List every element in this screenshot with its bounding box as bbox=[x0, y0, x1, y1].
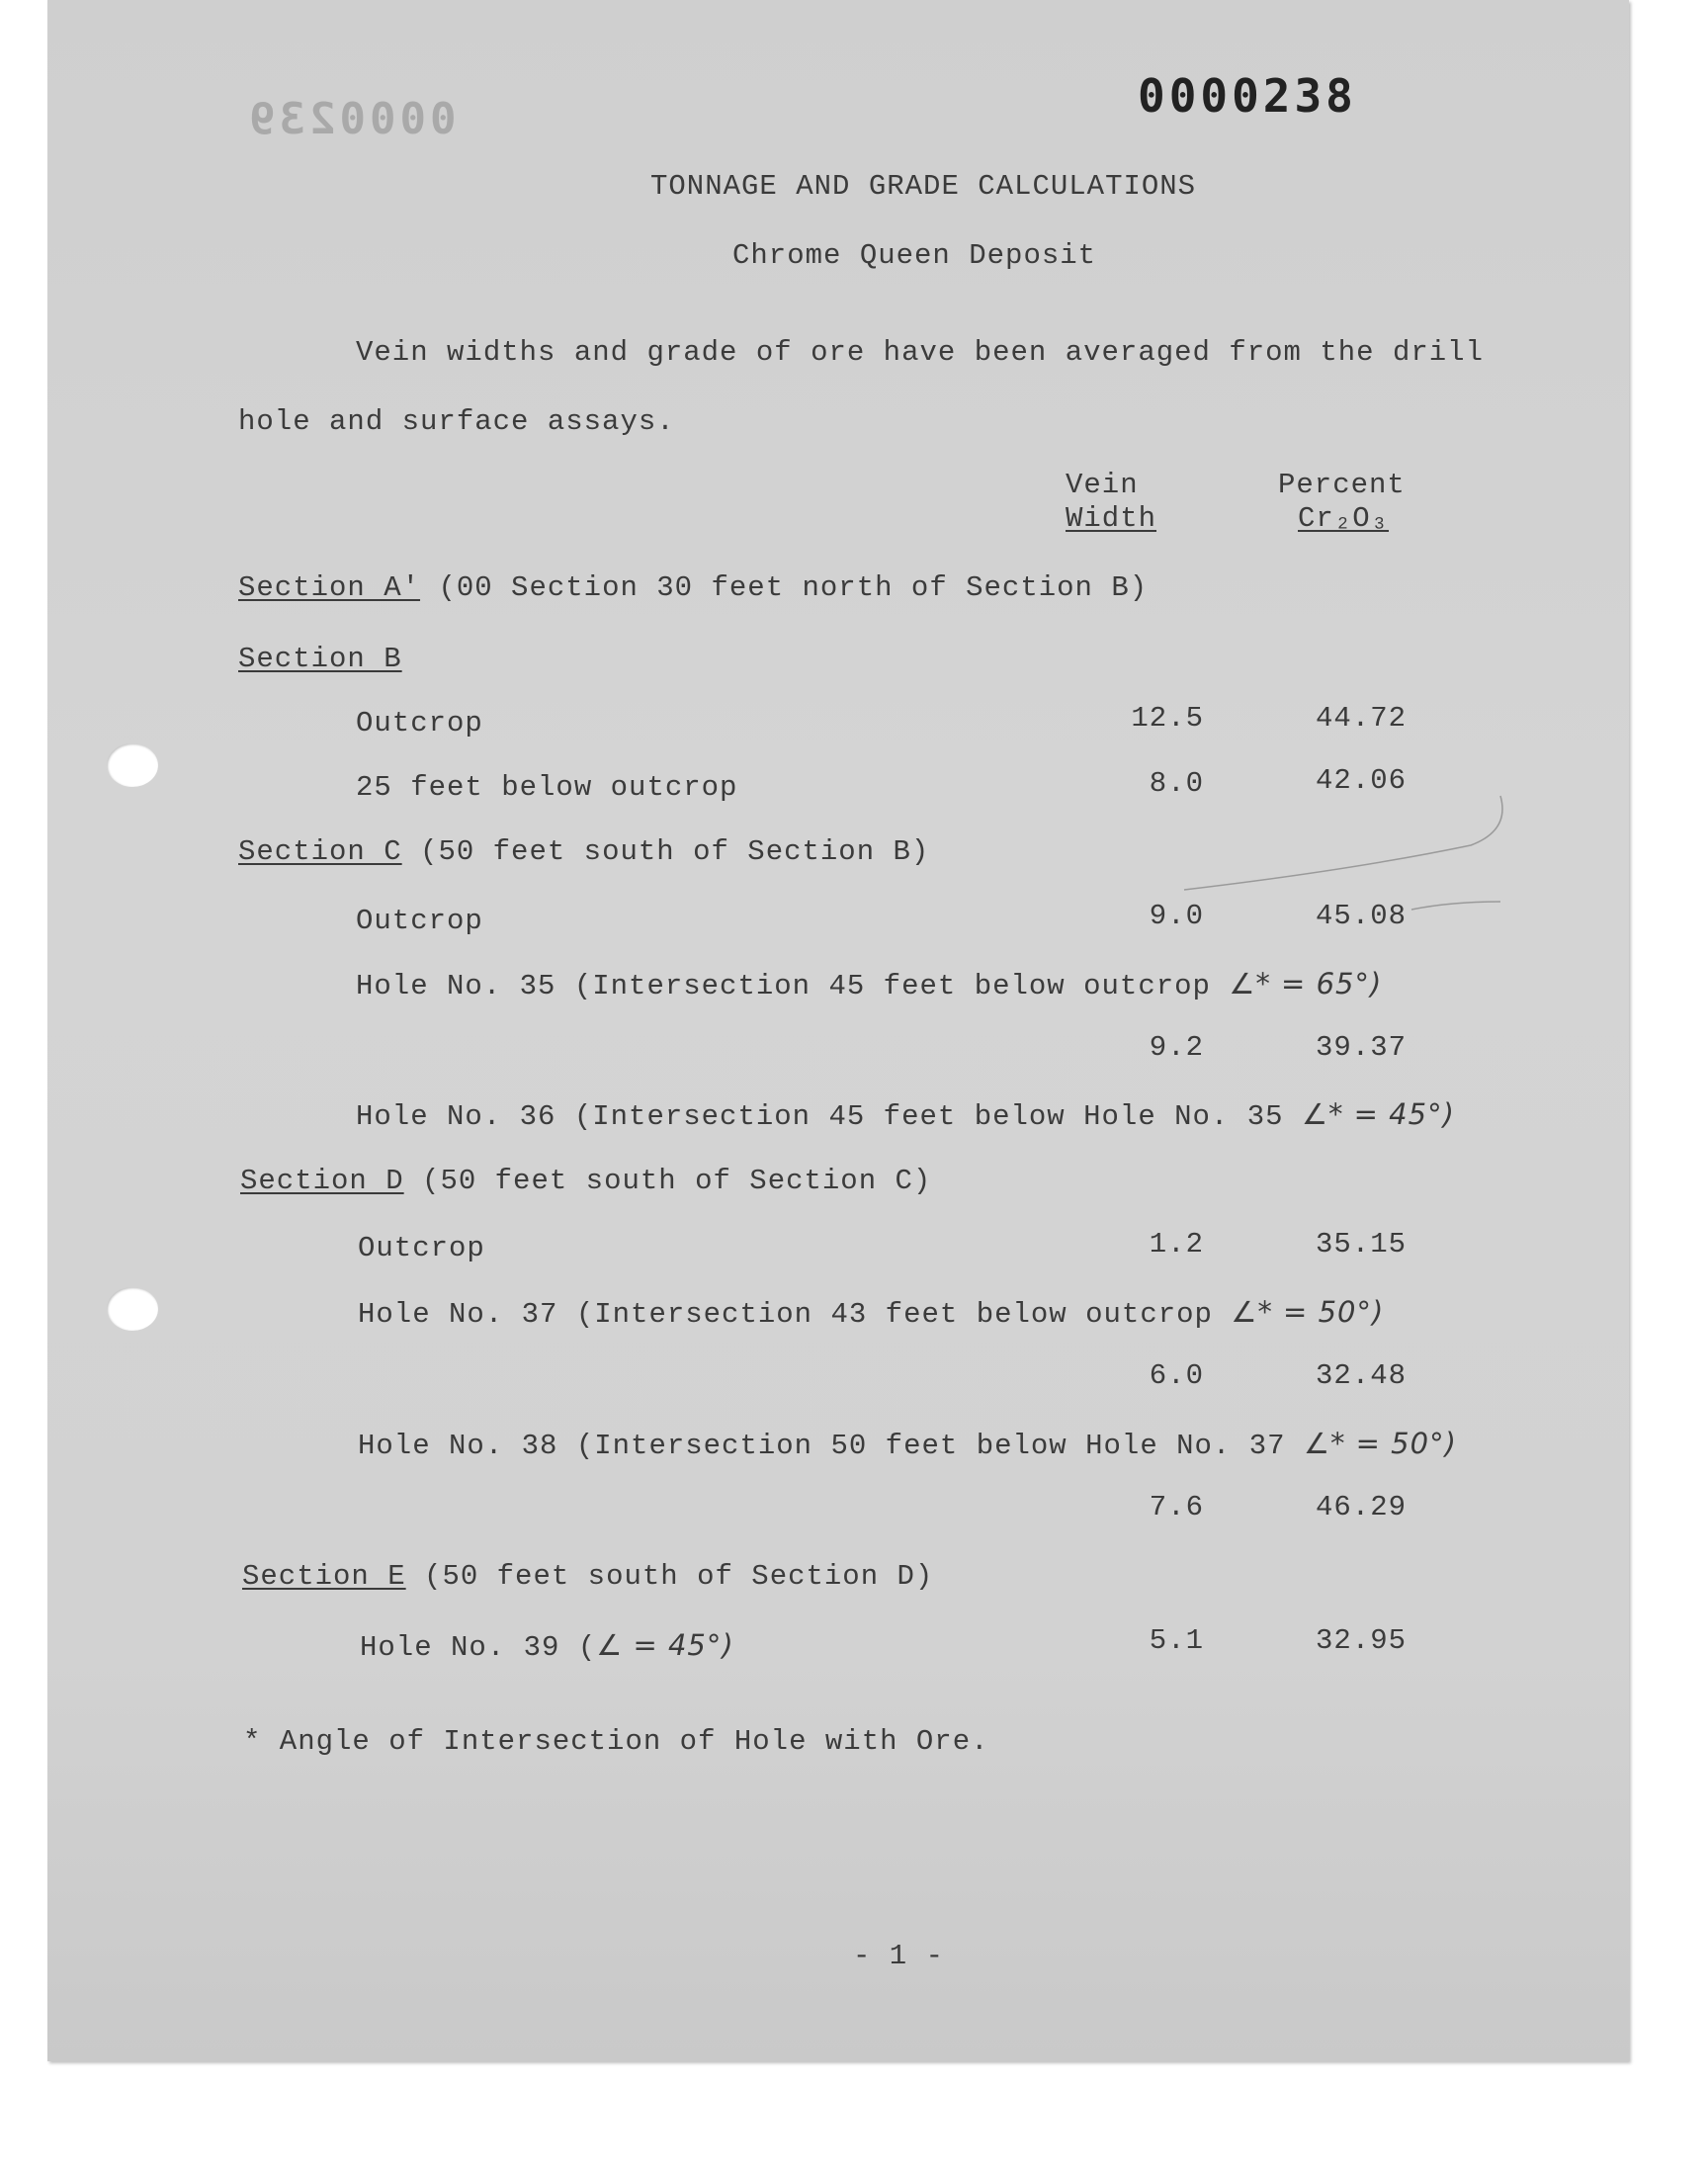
page-subtitle: Chrome Queen Deposit bbox=[732, 239, 1097, 272]
pencil-stroke bbox=[1174, 791, 1589, 939]
d-outcrop-width: 1.2 bbox=[1149, 1228, 1204, 1261]
page-title: TONNAGE AND GRADE CALCULATIONS bbox=[650, 170, 1197, 203]
b-25ft-label: 25 feet below outcrop bbox=[356, 771, 738, 804]
d-hole38-row bbox=[358, 1427, 1457, 1462]
header-width: Width bbox=[1066, 502, 1157, 535]
b-25ft-percent: 42.06 bbox=[1315, 764, 1407, 797]
c-hole35-row bbox=[356, 967, 1382, 1002]
c-outcrop-width: 9.0 bbox=[1149, 900, 1204, 932]
header-vein: Vein bbox=[1066, 469, 1139, 501]
section-b-label: Section B bbox=[238, 643, 402, 675]
punch-hole-upper bbox=[107, 743, 158, 787]
d-hole37-width: 6.0 bbox=[1149, 1359, 1204, 1392]
bleed-through-number: 0000239 bbox=[245, 94, 457, 144]
section-c-note: (50 feet south of Section B) bbox=[420, 835, 930, 868]
c-outcrop-percent: 45.08 bbox=[1315, 900, 1407, 932]
c-hole36-row bbox=[356, 1097, 1455, 1133]
c-hole35-label: Hole No. 35 (Intersection 45 feet below outcrop bbox=[356, 970, 1211, 1002]
d-hole37-percent: 32.48 bbox=[1315, 1359, 1407, 1392]
e-hole39-width: 5.1 bbox=[1149, 1624, 1204, 1657]
section-c-label: Section C bbox=[238, 835, 402, 868]
e-hole39-row bbox=[360, 1628, 734, 1664]
b-outcrop-width: 12.5 bbox=[1131, 702, 1204, 735]
c-hole35-percent: 39.37 bbox=[1315, 1031, 1407, 1064]
d-hole38-angle: ∠* = 50°) bbox=[1303, 1427, 1457, 1460]
c-hole36-label: Hole No. 36 (Intersection 45 feet below Hole No. 35 bbox=[356, 1100, 1284, 1133]
section-e-note: (50 feet south of Section D) bbox=[424, 1560, 934, 1593]
section-a-label: Section A' bbox=[238, 571, 421, 604]
header-percent: Percent bbox=[1278, 469, 1406, 501]
header-cr2o3: Cr₂O₃ bbox=[1298, 502, 1390, 535]
punch-hole-lower bbox=[107, 1287, 158, 1331]
c-outcrop-label: Outcrop bbox=[356, 905, 483, 937]
c-hole35-width: 9.2 bbox=[1149, 1031, 1204, 1064]
section-e-heading bbox=[242, 1560, 933, 1593]
c-hole36-angle: ∠* = 45°) bbox=[1301, 1097, 1455, 1131]
d-hole38-label: Hole No. 38 (Intersection 50 feet below Hole No. 37 bbox=[358, 1430, 1286, 1462]
d-hole37-row bbox=[358, 1295, 1384, 1331]
d-outcrop-percent: 35.15 bbox=[1315, 1228, 1407, 1261]
intro-text-line-2: hole and surface assays. bbox=[238, 405, 675, 438]
page-number: - 1 - bbox=[853, 1940, 945, 1972]
e-hole39-angle: ∠ = 45°) bbox=[596, 1628, 734, 1662]
document-number: 0000238 bbox=[1138, 69, 1357, 123]
d-hole37-angle: ∠* = 50°) bbox=[1231, 1295, 1385, 1329]
d-outcrop-label: Outcrop bbox=[358, 1232, 485, 1264]
section-e-label: Section E bbox=[242, 1560, 406, 1593]
section-d-label: Section D bbox=[240, 1165, 404, 1197]
c-hole35-angle: ∠* = 65°) bbox=[1229, 967, 1383, 1000]
b-25ft-width: 8.0 bbox=[1149, 767, 1204, 800]
b-outcrop-label: Outcrop bbox=[356, 707, 483, 740]
footnote: * Angle of Intersection of Hole with Ore. bbox=[243, 1725, 989, 1758]
section-d-note: (50 feet south of Section C) bbox=[422, 1165, 932, 1197]
e-hole39-label: Hole No. 39 ( bbox=[360, 1631, 597, 1664]
d-hole38-percent: 46.29 bbox=[1315, 1491, 1407, 1523]
section-d-heading bbox=[240, 1165, 931, 1197]
section-a-heading bbox=[238, 571, 1148, 604]
section-a-note: (00 Section 30 feet north of Section B) bbox=[438, 571, 1149, 604]
section-c-heading bbox=[238, 835, 929, 868]
b-outcrop-percent: 44.72 bbox=[1315, 702, 1407, 735]
intro-text-line-1: Vein widths and grade of ore have been averaged from the drill bbox=[356, 336, 1484, 369]
d-hole38-width: 7.6 bbox=[1149, 1491, 1204, 1523]
d-hole37-label: Hole No. 37 (Intersection 43 feet below outcrop bbox=[358, 1298, 1213, 1331]
e-hole39-percent: 32.95 bbox=[1315, 1624, 1407, 1657]
document-page bbox=[47, 0, 1629, 2061]
